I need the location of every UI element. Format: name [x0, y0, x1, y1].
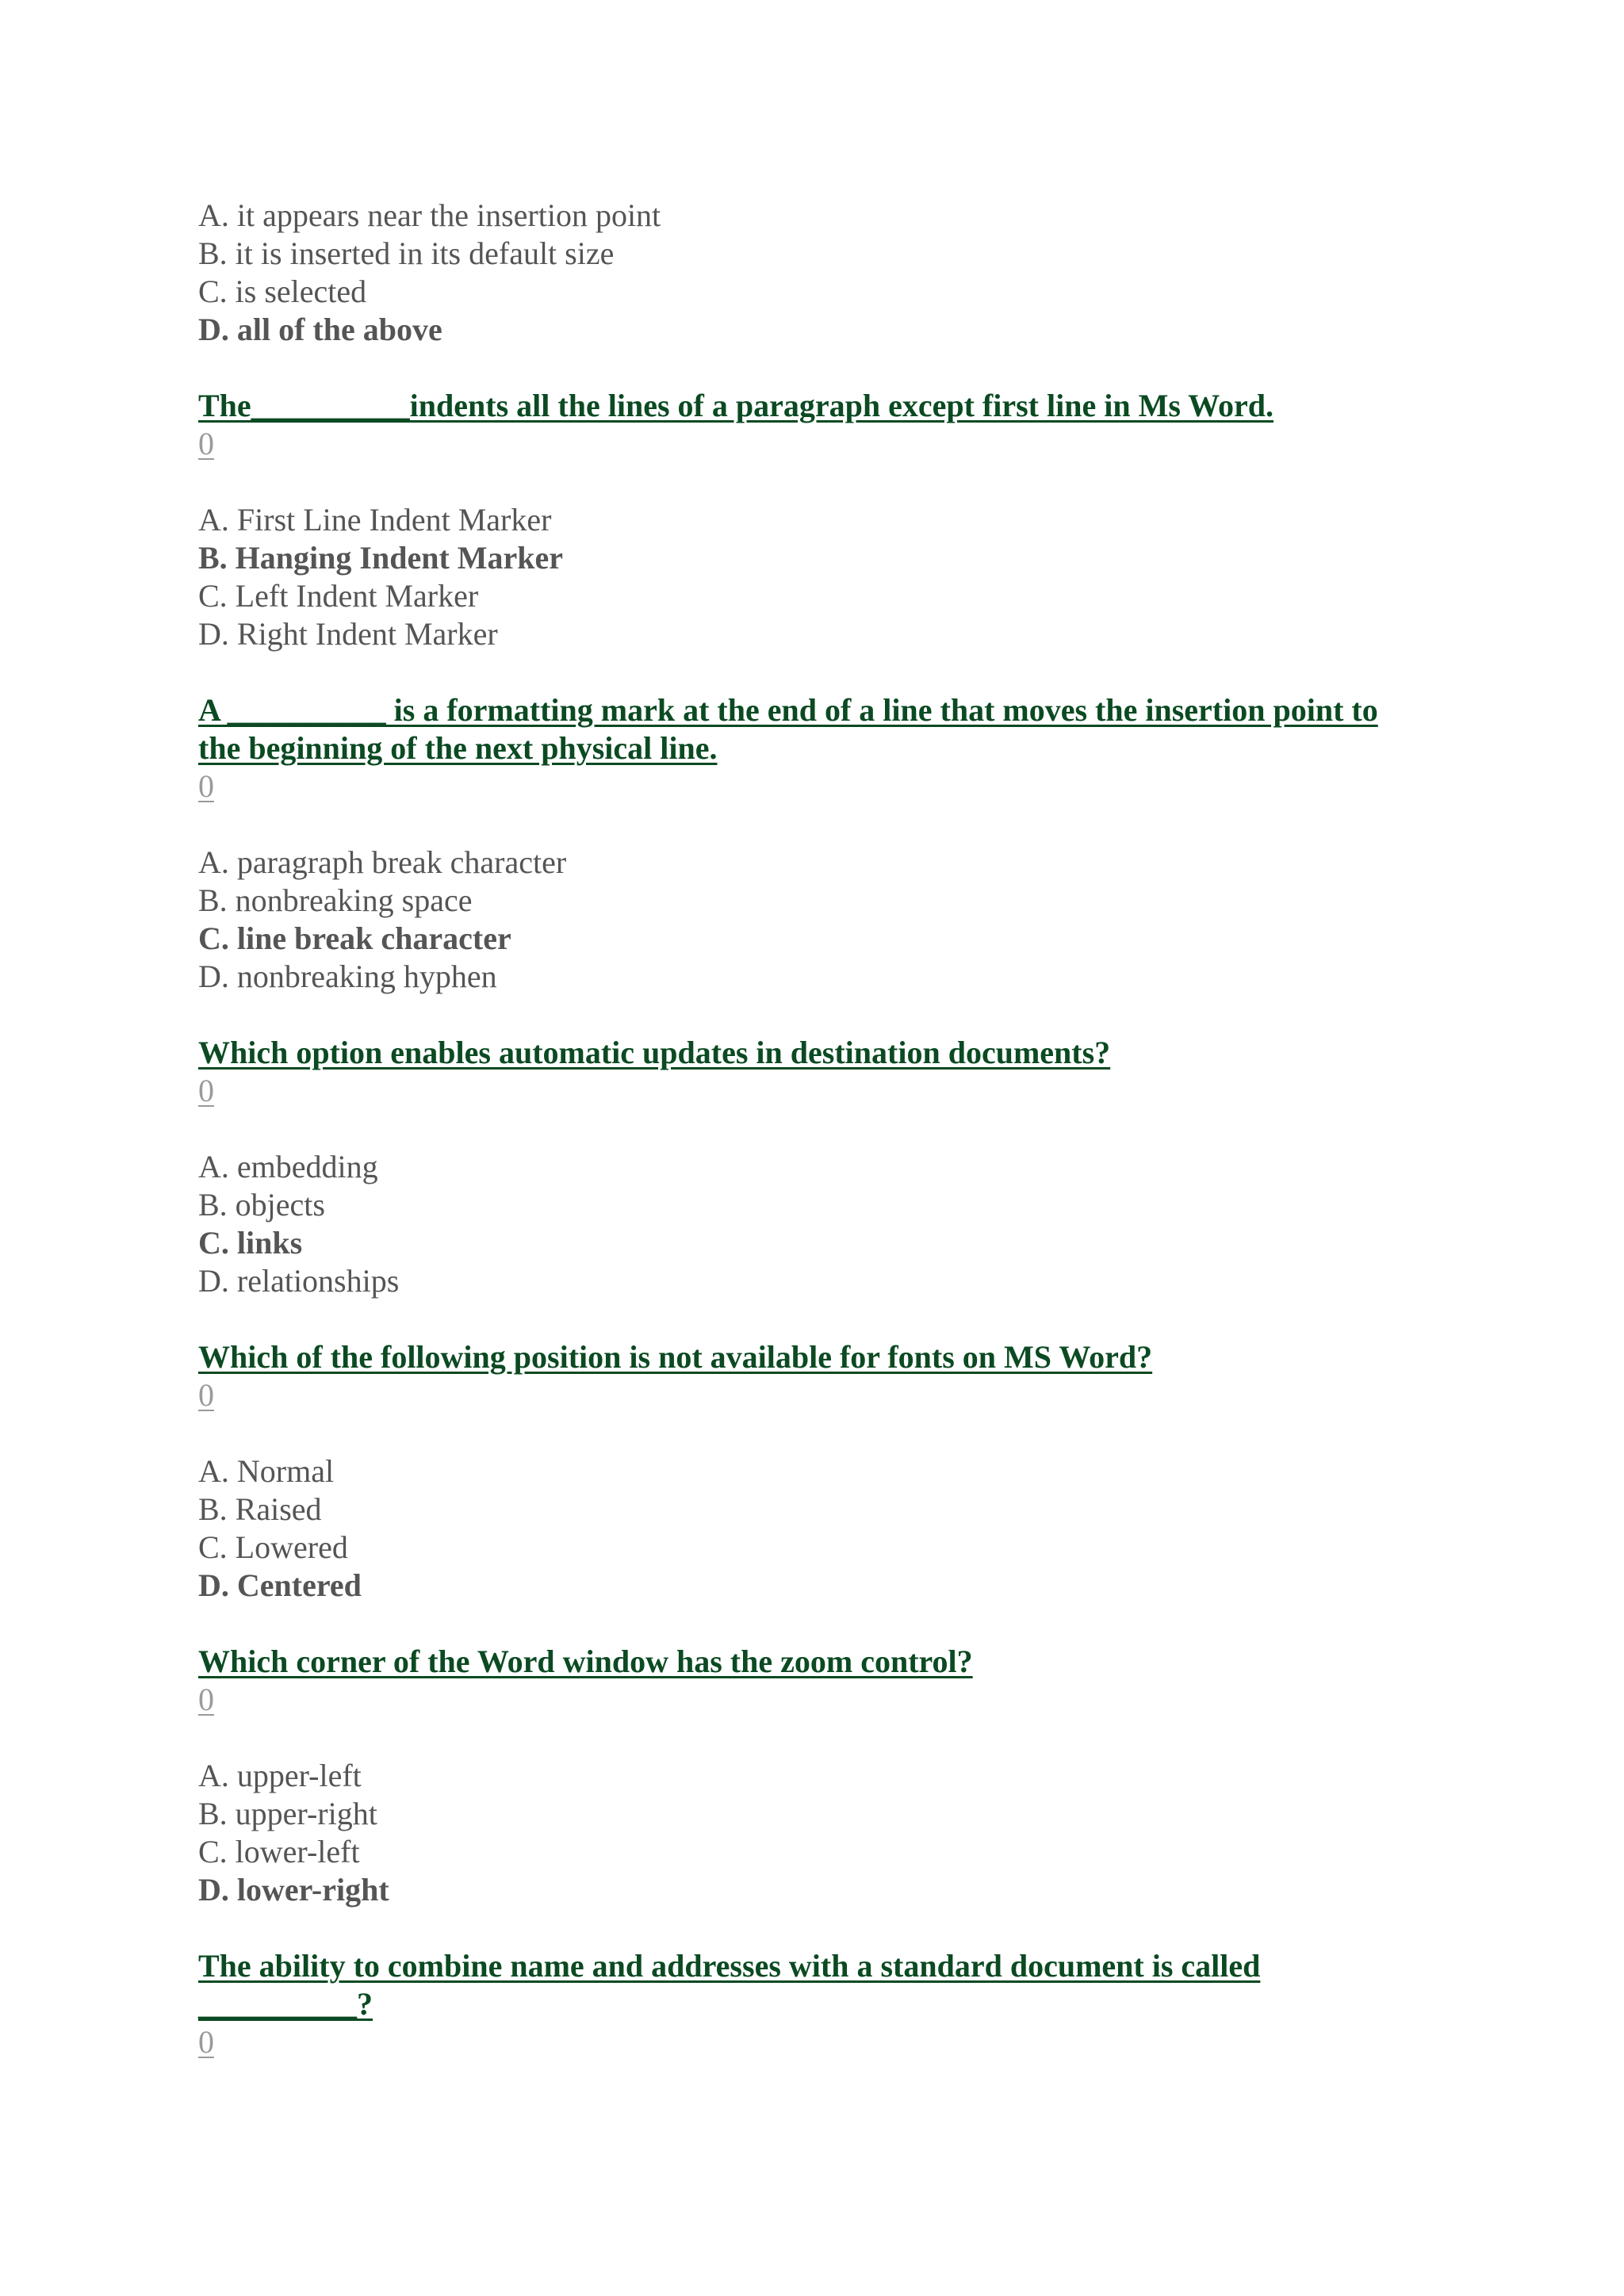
initial-options [198, 197, 1451, 349]
answer-count[interactable]: 0 [198, 1682, 214, 1717]
question-block [198, 1338, 1451, 1605]
option-a: A. paragraph break character [198, 844, 567, 880]
answer-count[interactable]: 0 [198, 1377, 214, 1413]
option-d-correct: D. lower-right [198, 1872, 389, 1908]
option-a: A. upper-left [198, 1758, 362, 1793]
option-c: C. lower-left [198, 1834, 360, 1869]
question-text[interactable]: Which option enables automatic updates in destination documents? [198, 1035, 1111, 1070]
question-text[interactable]: Which of the following position is not available for fonts on MS Word? [198, 1339, 1153, 1375]
option-d: D. Right Indent Marker [198, 616, 498, 652]
question-text[interactable]: The ability to combine name and addresses with a standard document is called [198, 1948, 1261, 1984]
option-d-correct: D. all of the above [198, 312, 442, 347]
answer-count[interactable]: 0 [198, 768, 214, 804]
question-block [198, 1643, 1451, 1909]
option-d-correct: D. Centered [198, 1567, 362, 1603]
answer-count[interactable]: 0 [198, 2024, 214, 2060]
question-text[interactable]: Which corner of the Word window has the zoom control? [198, 1644, 973, 1679]
option-c: C. Lowered [198, 1529, 348, 1565]
option-b: B. it is inserted in its default size [198, 235, 615, 271]
answer-count[interactable]: 0 [198, 426, 214, 461]
answer-count[interactable]: 0 [198, 1073, 214, 1108]
question-block [198, 1947, 1451, 2061]
question-text[interactable]: A __________ is a formatting mark at the end of a line that moves the insertion point to [198, 692, 1378, 728]
question-block [198, 691, 1451, 996]
question-text-continued[interactable]: __________? [198, 1986, 373, 2022]
question-text[interactable]: The__________indents all the lines of a paragraph except first line in Ms Word. [198, 388, 1274, 423]
option-c-correct: C. line break character [198, 920, 511, 956]
option-b: B. objects [198, 1187, 325, 1223]
option-a: A. First Line Indent Marker [198, 502, 552, 538]
document-page [198, 197, 1451, 2061]
option-b-correct: B. Hanging Indent Marker [198, 540, 564, 576]
option-c: C. is selected [198, 274, 367, 309]
option-a: A. it appears near the insertion point [198, 197, 661, 233]
option-b: B. upper-right [198, 1796, 377, 1831]
option-d: D. relationships [198, 1263, 400, 1299]
question-block [198, 387, 1451, 653]
option-a: A. embedding [198, 1149, 378, 1184]
option-c-correct: C. links [198, 1225, 303, 1261]
option-a: A. Normal [198, 1453, 335, 1489]
option-d: D. nonbreaking hyphen [198, 959, 497, 994]
option-b: B. Raised [198, 1491, 322, 1527]
question-text-continued[interactable]: the beginning of the next physical line. [198, 730, 718, 766]
question-block [198, 1034, 1451, 1300]
option-b: B. nonbreaking space [198, 882, 473, 918]
option-c: C. Left Indent Marker [198, 578, 479, 614]
